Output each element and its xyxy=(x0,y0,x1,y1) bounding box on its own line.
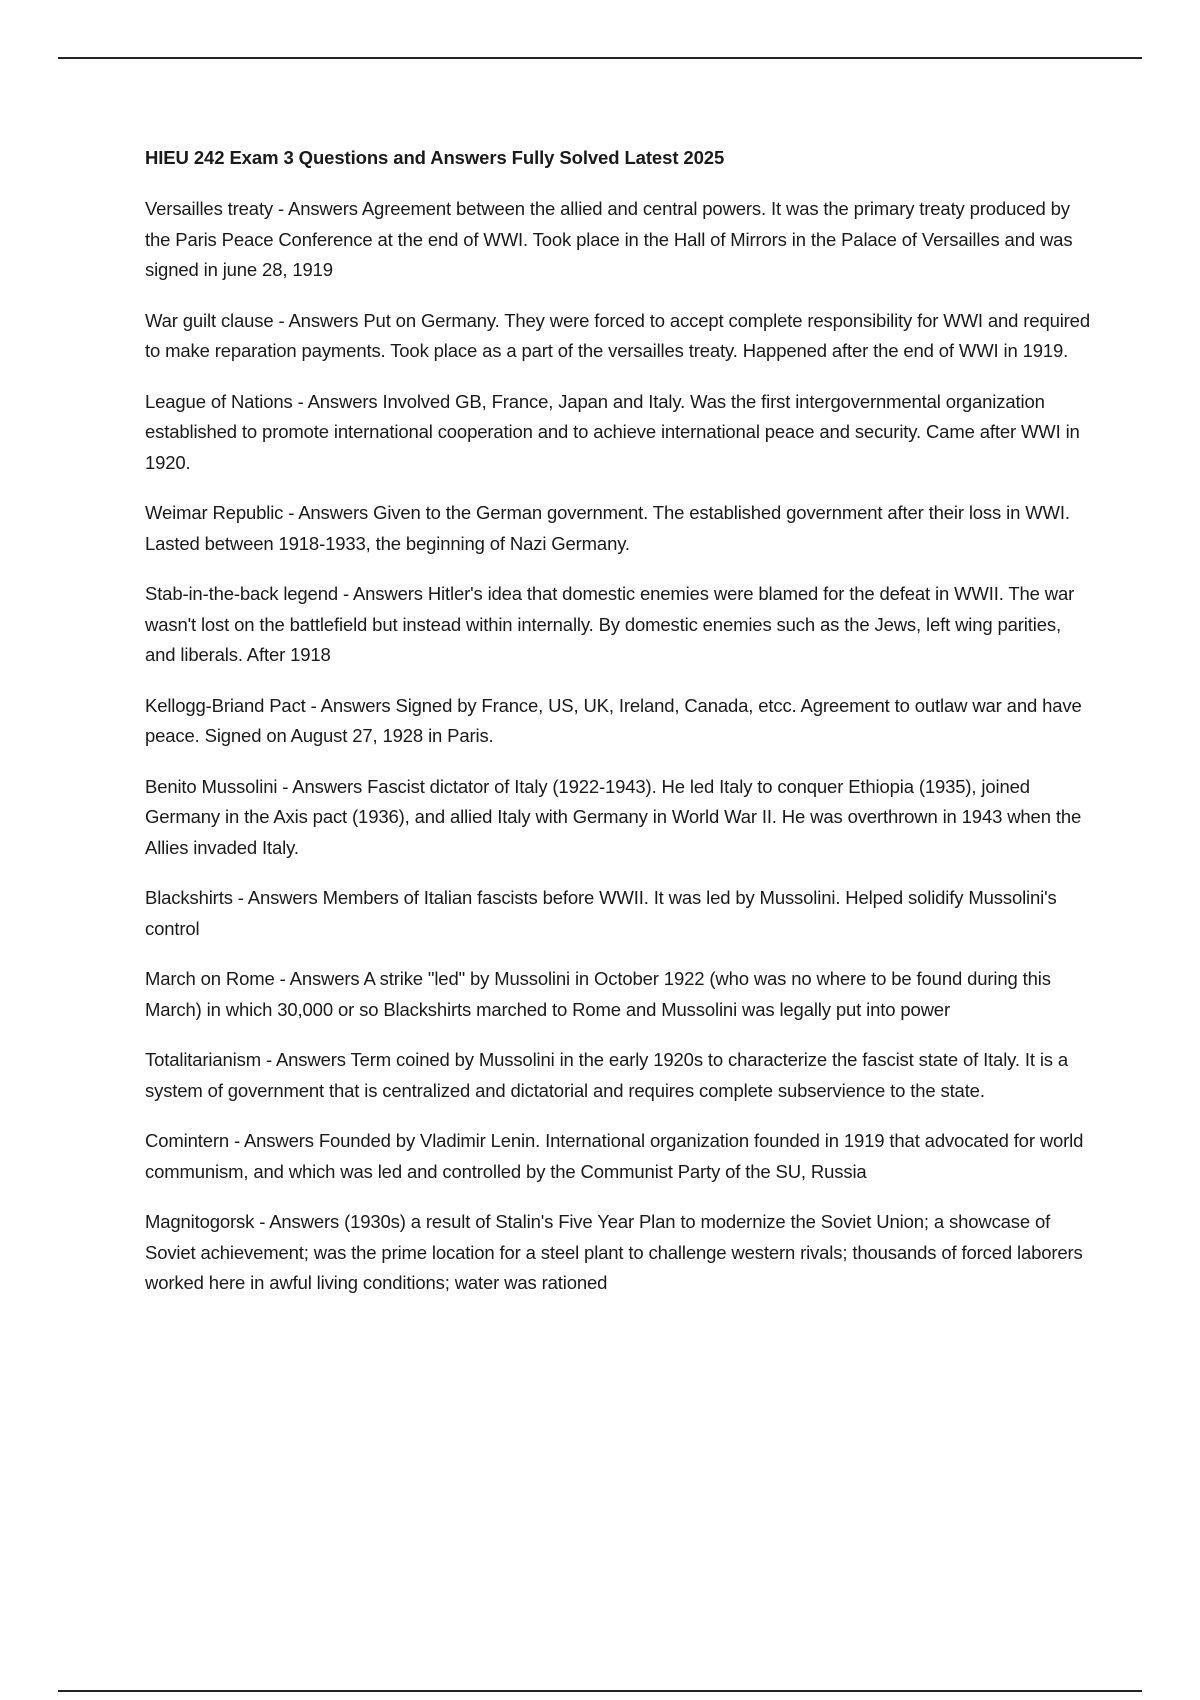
document-body xyxy=(145,146,1090,1319)
top-rule xyxy=(58,57,1142,59)
qa-entry-weimar-republic: Weimar Republic - Answers Given to the German government. The established government after their loss in WWI. Lasted between 1918-1933, the beginning of Nazi Germany. xyxy=(145,502,1070,554)
qa-entry-totalitarianism: Totalitarianism - Answers Term coined by Mussolini in the early 1920s to characterize the fascist state of Italy. It is a system of government that is centralized and dictatorial and requires complete subservience to the state. xyxy=(145,1049,1069,1101)
qa-entry-magnitogorsk: Magnitogorsk - Answers (1930s) a result of Stalin's Five Year Plan to modernize the Soviet Union; a showcase of Soviet achievement; was the prime location for a steel plant to challenge western rivals; thousands of forced laborers worked here in awful living conditions; water was rationed xyxy=(145,1211,1083,1293)
qa-entry-versailles-treaty: Versailles treaty - Answers Agreement between the allied and central powers. It was the primary treaty produced by the Paris Peace Conference at the end of WWI. Took place in the Hall of Mirrors in the Palace of Versailles and was signed in june 28, 1919 xyxy=(145,198,1073,280)
qa-entry-benito-mussolini: Benito Mussolini - Answers Fascist dictator of Italy (1922-1943). He led Italy to conquer Ethiopia (1935), joined Germany in the Axis pact (1936), and allied Italy with Germany in World War II. He was overthrown in 1943 when the Allies invaded Italy. xyxy=(145,775,1082,858)
qa-entry-war-guilt-clause: War guilt clause - Answers Put on Germany. They were forced to accept complete responsibility for WWI and required to make reparation payments. Took place as a part of the versailles treaty. Happened after the end of WWI in 1919. xyxy=(145,309,1090,361)
document-title: HIEU 242 Exam 3 Questions and Answers Fully Solved Latest 2025 xyxy=(145,147,725,168)
qa-entry-blackshirts: Blackshirts - Answers Members of Italian fascists before WWII. It was led by Mussolini. Helped solidify Mussolini's control xyxy=(145,887,1057,939)
qa-entry-stab-in-the-back: Stab-in-the-back legend - Answers Hitler's idea that domestic enemies were blamed for the defeat in WWII. The war wasn't lost on the battlefield but instead within internally. By domestic enemies such as the Jews, left wing parities, and liberals. After 1918 xyxy=(145,583,1075,665)
qa-entry-league-of-nations: League of Nations - Answers Involved GB, France, Japan and Italy. Was the first intergovernmental organization established to promote international cooperation and to achieve international peace and security. Came after WWI in 1920. xyxy=(145,390,1080,473)
qa-entry-march-on-rome: March on Rome - Answers A strike "led" by Mussolini in October 1922 (who was no where to be found during this March) in which 30,000 or so Blackshirts marched to Rome and Mussolini was legally put into power xyxy=(145,968,1051,1020)
qa-entry-kellogg-briand: Kellogg-Briand Pact - Answers Signed by France, US, UK, Ireland, Canada, etcc. Agreement to outlaw war and have peace. Signed on August 27, 1928 in Paris. xyxy=(145,694,1082,746)
bottom-rule xyxy=(58,1690,1142,1692)
qa-entry-comintern: Comintern - Answers Founded by Vladimir Lenin. International organization founded in 1919 that advocated for world communism, and which was led and controlled by the Communist Party of the SU, Russia xyxy=(145,1130,1084,1182)
